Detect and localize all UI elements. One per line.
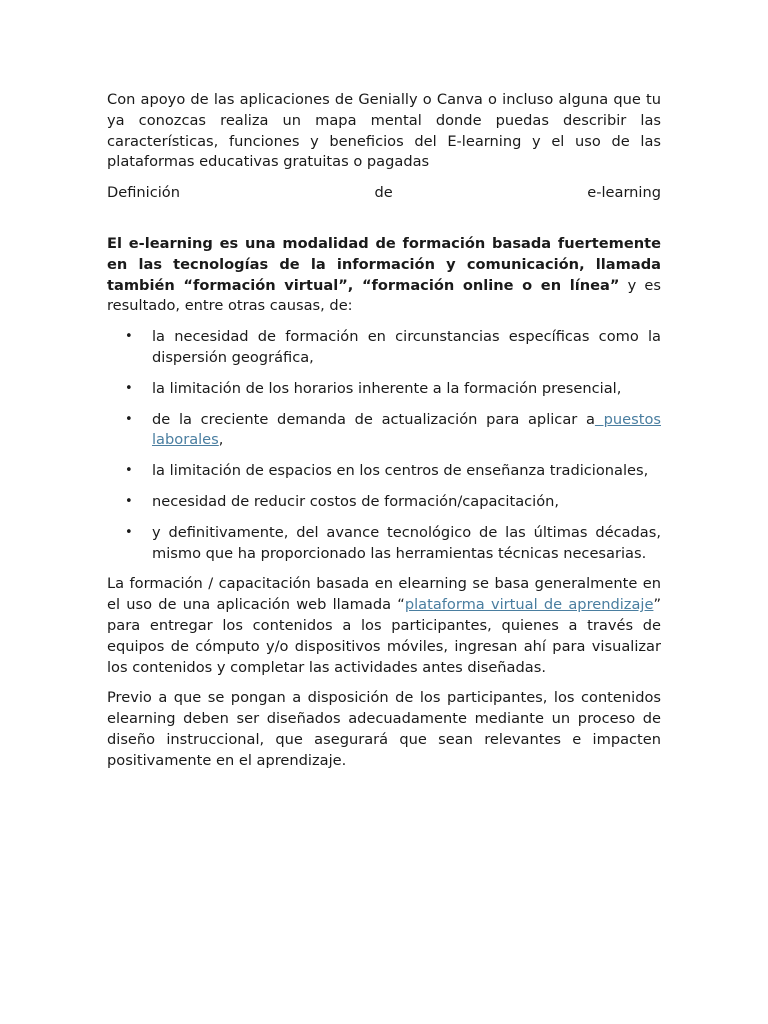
list-item — [107, 410, 661, 452]
list-item — [107, 523, 661, 565]
platform-paragraph — [107, 574, 661, 678]
definition-paragraph — [107, 234, 661, 317]
list-item-text: la limitación de espacios en los centros de enseñanza tradicionales, — [152, 462, 649, 480]
bullet-icon: • — [125, 411, 133, 427]
definition-heading-word-3: e-learning — [587, 184, 661, 202]
list-item-text: la necesidad de formación en circunstancias específicas como la dispersión geográfica, — [152, 328, 661, 366]
puestos-laborales-link[interactable]: puestos laborales — [152, 410, 661, 449]
bullet-icon: • — [125, 329, 133, 345]
definition-heading-word-2: de — [374, 184, 393, 202]
list-item — [107, 379, 661, 400]
list-item-text-suffix: , — [218, 431, 224, 449]
platform-text-before: La formación / capacitación basada en elearning se basa generalmente en el uso de una aplicación web llamada “ — [107, 575, 661, 614]
definition-heading — [107, 183, 661, 204]
list-item — [107, 461, 661, 482]
platform-text-after: ” para entregar los contenidos a los participantes, quienes a través de equipos de cómputo y/o dispositivos móviles, ingresan ahí para visualizar los contenidos y completar las actividades antes diseñadas. — [107, 596, 661, 676]
bullet-icon: • — [125, 524, 133, 540]
list-item-text: necesidad de reducir costos de formación/capacitación, — [152, 492, 560, 510]
list-item-text: y definitivamente, del avance tecnológico de las últimas décadas, mismo que ha proporcionado las herramientas técnicas necesarias. — [152, 523, 661, 562]
definition-heading-word-1: Definición — [107, 184, 180, 202]
bullet-icon: • — [125, 380, 133, 396]
bullet-icon: • — [125, 463, 133, 479]
list-item-text: la limitación de los horarios inherente a la formación presencial, — [152, 379, 622, 397]
definition-rest-text: y es resultado, entre otras causas, de: — [107, 276, 661, 315]
document-page — [107, 90, 661, 782]
causes-list — [107, 327, 661, 564]
plataforma-virtual-link[interactable]: plataforma virtual de aprendizaje — [404, 596, 654, 614]
list-item — [107, 327, 661, 369]
bullet-icon: • — [125, 493, 133, 509]
design-paragraph: Previo a que se pongan a disposición de los participantes, los contenidos elearning deben ser diseñados adecuadamente mediante un proceso de diseño instruccional, que asegurará que sean relevantes e impacten positivamente en el aprendizaje. — [107, 689, 661, 769]
intro-paragraph: Con apoyo de las aplicaciones de Genially o Canva o incluso alguna que tu ya conozcas realiza un mapa mental donde puedas describir las características, funciones y beneficios del E-learning y el uso de las plataformas educativas gratuitas o pagadas — [107, 91, 661, 171]
list-item — [107, 492, 661, 513]
list-item-text: de la creciente demanda de actualización para aplicar a — [152, 410, 595, 428]
definition-bold-text: El e-learning es una modalidad de formación basada fuertemente en las tecnologías de la información y comunicación, llamada también “formación virtual”, “formación online o en línea” — [107, 234, 661, 294]
